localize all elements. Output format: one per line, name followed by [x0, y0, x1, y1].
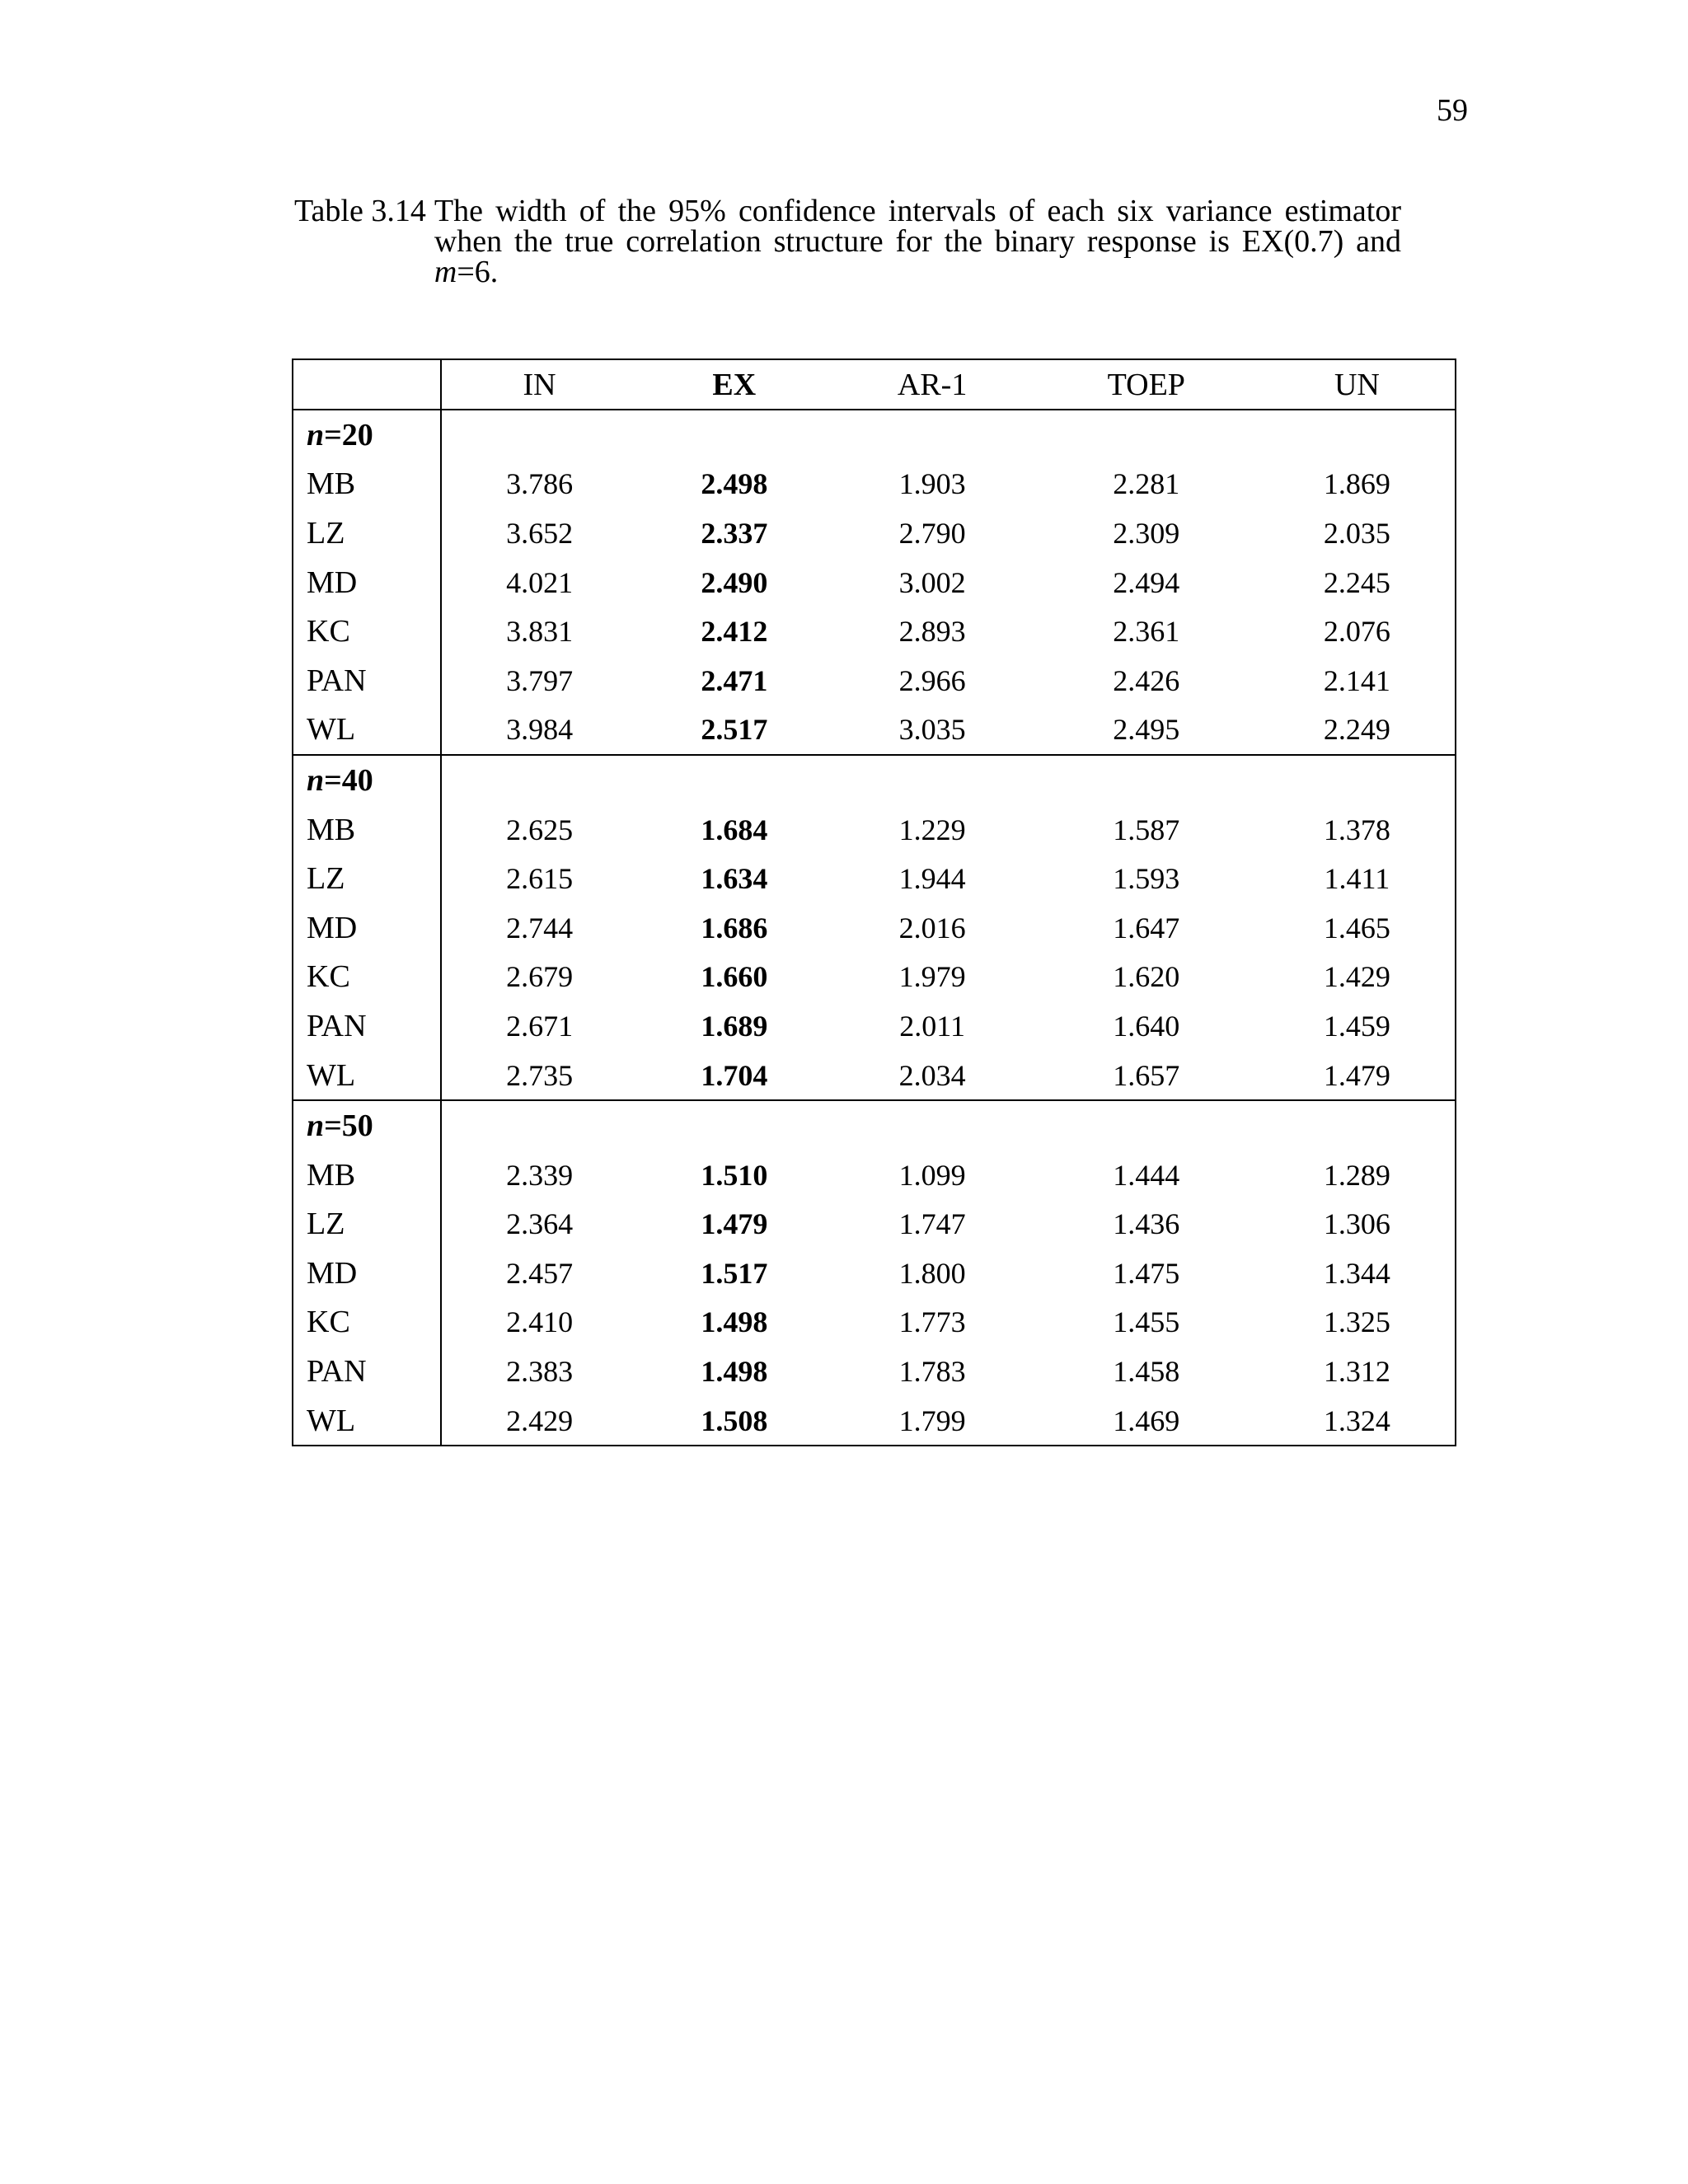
value-cell: 3.652: [506, 516, 574, 550]
value-cell: 2.410: [506, 1305, 574, 1339]
group-header-row: [293, 410, 1456, 460]
value-cell: 1.444: [1113, 1158, 1180, 1192]
value-cell: 1.979: [898, 960, 966, 994]
value-cell: 1.479: [701, 1207, 768, 1241]
value-cell: 1.498: [701, 1355, 768, 1389]
value-cell: 1.747: [898, 1207, 966, 1241]
value-cell: 2.893: [898, 615, 966, 649]
row-label: MB: [293, 1151, 441, 1200]
value-cell: 3.002: [898, 565, 966, 599]
value-cell: 1.593: [1113, 862, 1180, 896]
row-label: WL: [293, 1396, 441, 1446]
value-cell: 1.289: [1259, 1151, 1456, 1200]
empty-cell: [831, 1100, 1033, 1151]
caption-label: Table 3.14: [294, 194, 426, 228]
empty-cell: [441, 410, 637, 460]
value-cell: 2.281: [1113, 467, 1180, 501]
row-label: MD: [293, 558, 441, 607]
row-label: LZ: [293, 854, 441, 903]
value-cell: 1.517: [701, 1256, 768, 1290]
value-cell: 2.679: [506, 960, 574, 994]
group-label: [293, 410, 441, 460]
value-cell: 1.773: [898, 1305, 966, 1339]
value-cell: 2.245: [1259, 558, 1456, 607]
header-in: IN: [441, 359, 637, 410]
empty-cell: [831, 410, 1033, 460]
value-cell: 1.620: [1113, 960, 1180, 994]
value-cell: 1.458: [1113, 1355, 1180, 1389]
group-n-value: =40: [324, 762, 373, 798]
value-cell: 3.831: [506, 615, 574, 649]
value-cell: 1.800: [898, 1256, 966, 1290]
value-cell: 1.510: [701, 1158, 768, 1192]
value-cell: 1.411: [1259, 854, 1456, 903]
value-cell: 1.378: [1259, 805, 1456, 855]
row-label: KC: [293, 953, 441, 1002]
value-cell: 1.465: [1259, 903, 1456, 953]
value-cell: 1.869: [1259, 460, 1456, 509]
value-cell: 1.640: [1113, 1009, 1180, 1043]
table-row: [293, 1347, 1456, 1396]
row-label: PAN: [293, 656, 441, 705]
row-label: WL: [293, 705, 441, 756]
table-row: [293, 1298, 1456, 1347]
header-un: UN: [1259, 359, 1456, 410]
value-cell: 1.498: [701, 1305, 768, 1339]
table-row: [293, 854, 1456, 903]
results-table: [292, 359, 1456, 1446]
table-row: [293, 805, 1456, 855]
value-cell: 2.339: [506, 1158, 574, 1192]
value-cell: 2.035: [1259, 509, 1456, 558]
value-cell: 1.469: [1034, 1396, 1259, 1446]
empty-cell: [831, 755, 1033, 805]
table-row: [293, 1249, 1456, 1298]
value-cell: 2.361: [1113, 615, 1180, 649]
table-body: [293, 410, 1456, 1446]
empty-cell: [441, 1100, 637, 1151]
header-toep: TOEP: [1034, 359, 1259, 410]
empty-cell: [1259, 410, 1456, 460]
group-label: [293, 1100, 441, 1151]
value-cell: 2.615: [506, 862, 574, 896]
empty-cell: [441, 755, 637, 805]
value-cell: 1.479: [1259, 1051, 1456, 1101]
page-number: 59: [1437, 93, 1468, 128]
value-cell: 1.944: [898, 862, 966, 896]
value-cell: 1.325: [1259, 1298, 1456, 1347]
value-cell: 2.141: [1259, 656, 1456, 705]
table-row: [293, 705, 1456, 756]
value-cell: 1.436: [1113, 1207, 1180, 1241]
value-cell: 1.229: [898, 813, 966, 846]
value-cell: 2.498: [701, 467, 768, 501]
value-cell: 1.099: [898, 1158, 966, 1192]
value-cell: 1.799: [831, 1396, 1033, 1446]
group-header-row: [293, 1100, 1456, 1151]
empty-cell: [1259, 1100, 1456, 1151]
value-cell: 2.490: [701, 565, 768, 599]
table-row: [293, 460, 1456, 509]
value-cell: 2.011: [899, 1009, 965, 1043]
value-cell: 4.021: [506, 565, 574, 599]
header-ex: EX: [637, 359, 831, 410]
caption-m-value: =6.: [457, 255, 499, 289]
value-cell: 1.344: [1259, 1249, 1456, 1298]
value-cell: 2.076: [1259, 607, 1456, 656]
empty-cell: [637, 410, 831, 460]
value-cell: 1.324: [1259, 1396, 1456, 1446]
row-label: PAN: [293, 1001, 441, 1051]
row-label: KC: [293, 1298, 441, 1347]
value-cell: 2.412: [701, 615, 768, 649]
value-cell: 2.517: [637, 705, 831, 756]
value-cell: 2.471: [701, 663, 768, 697]
value-cell: 2.383: [506, 1355, 574, 1389]
header-ar1: AR-1: [831, 359, 1033, 410]
caption-text: [434, 196, 1401, 288]
table-row: [293, 903, 1456, 953]
value-cell: 1.475: [1113, 1256, 1180, 1290]
value-cell: 2.364: [506, 1207, 574, 1241]
value-cell: 2.426: [1113, 663, 1180, 697]
row-label: WL: [293, 1051, 441, 1101]
value-cell: 2.495: [1034, 705, 1259, 756]
value-cell: 3.984: [441, 705, 637, 756]
value-cell: 1.660: [701, 960, 768, 994]
group-n-value: =20: [324, 417, 373, 452]
empty-cell: [1034, 410, 1259, 460]
value-cell: 1.686: [701, 911, 768, 944]
value-cell: 1.459: [1259, 1001, 1456, 1051]
value-cell: 1.689: [701, 1009, 768, 1043]
value-cell: 1.587: [1113, 813, 1180, 846]
row-label: MD: [293, 903, 441, 953]
value-cell: 2.309: [1113, 516, 1180, 550]
value-cell: 2.735: [441, 1051, 637, 1101]
row-label: LZ: [293, 509, 441, 558]
value-cell: 1.647: [1113, 911, 1180, 944]
empty-cell: [637, 755, 831, 805]
value-cell: 2.625: [506, 813, 574, 846]
value-cell: 2.249: [1259, 705, 1456, 756]
table-row: [293, 509, 1456, 558]
table-row: [293, 1001, 1456, 1051]
value-cell: 2.494: [1113, 565, 1180, 599]
value-cell: 1.634: [701, 862, 768, 896]
group-label: [293, 755, 441, 805]
group-n-variable: n: [307, 417, 325, 452]
value-cell: 3.786: [506, 467, 574, 501]
table-row: [293, 607, 1456, 656]
table-row: [293, 558, 1456, 607]
empty-cell: [637, 1100, 831, 1151]
value-cell: 1.704: [637, 1051, 831, 1101]
value-cell: 1.684: [701, 813, 768, 846]
group-n-variable: n: [307, 1108, 325, 1144]
table-caption: [294, 196, 1401, 288]
value-cell: 2.429: [441, 1396, 637, 1446]
value-cell: 2.034: [831, 1051, 1033, 1101]
row-label: MB: [293, 460, 441, 509]
value-cell: 1.903: [898, 467, 966, 501]
table-row: [293, 1200, 1456, 1249]
row-label: LZ: [293, 1200, 441, 1249]
table-row: [293, 953, 1456, 1002]
value-cell: 3.035: [831, 705, 1033, 756]
row-label: MD: [293, 1249, 441, 1298]
table-row: [293, 656, 1456, 705]
row-label: KC: [293, 607, 441, 656]
value-cell: 1.306: [1259, 1200, 1456, 1249]
row-label: PAN: [293, 1347, 441, 1396]
value-cell: 1.783: [898, 1355, 966, 1389]
value-cell: 1.429: [1259, 953, 1456, 1002]
value-cell: 2.744: [506, 911, 574, 944]
table-header-row: [293, 359, 1456, 410]
value-cell: 2.337: [701, 516, 768, 550]
value-cell: 2.457: [506, 1256, 574, 1290]
empty-cell: [1034, 755, 1259, 805]
caption-body: The width of the 95% confidence intervals of each six variance estimator when the true correlation structure for the binary response is EX(0.7) and: [434, 194, 1401, 259]
value-cell: 1.312: [1259, 1347, 1456, 1396]
row-label: MB: [293, 805, 441, 855]
value-cell: 1.455: [1113, 1305, 1180, 1339]
empty-cell: [1034, 1100, 1259, 1151]
value-cell: 2.671: [506, 1009, 574, 1043]
table-row: [293, 1151, 1456, 1200]
group-n-variable: n: [307, 762, 325, 798]
header-corner-cell: [293, 359, 441, 410]
group-n-value: =50: [324, 1108, 373, 1144]
table-row: [293, 1396, 1456, 1446]
value-cell: 2.016: [898, 911, 966, 944]
caption-m-variable: m: [434, 255, 457, 289]
value-cell: 2.966: [898, 663, 966, 697]
value-cell: 1.657: [1034, 1051, 1259, 1101]
value-cell: 2.790: [898, 516, 966, 550]
value-cell: 1.508: [637, 1396, 831, 1446]
value-cell: 3.797: [506, 663, 574, 697]
empty-cell: [1259, 755, 1456, 805]
group-header-row: [293, 755, 1456, 805]
table-row: [293, 1051, 1456, 1101]
